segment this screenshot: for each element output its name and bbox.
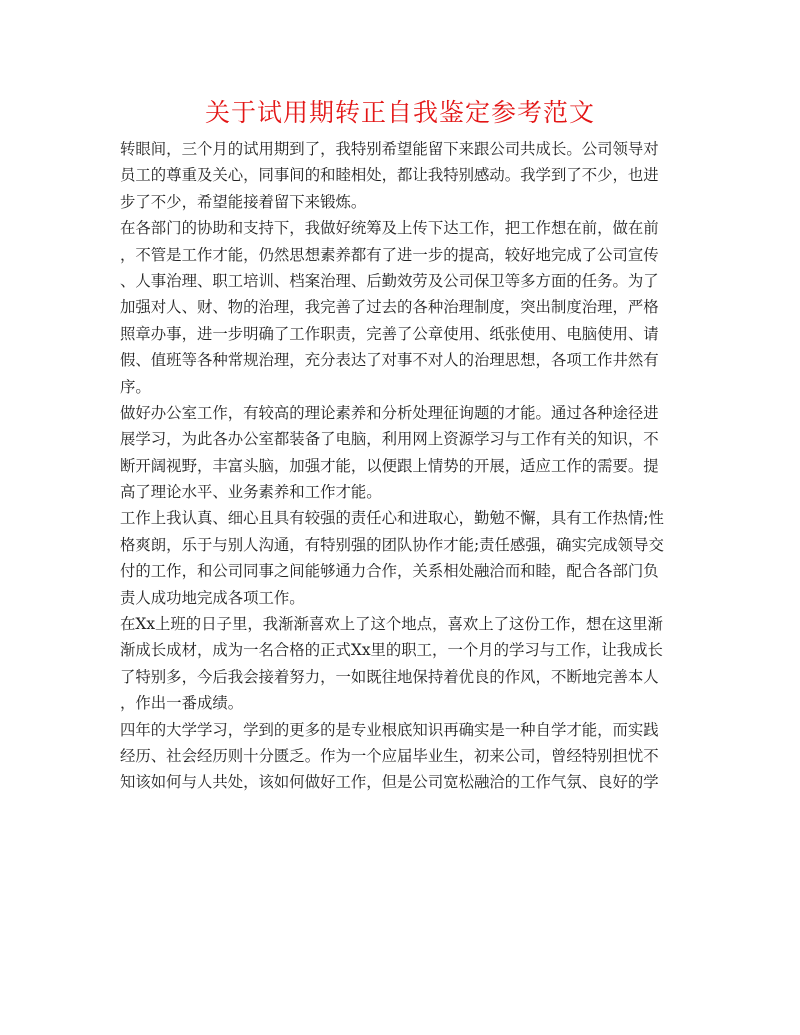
text-line: 展学习，为此各办公室都装备了电脑，利用网上资源学习与工作有关的知识，不 [120, 430, 659, 449]
text-line: 工作上我认真、细心且具有较强的责任心和进取心，勤勉不懈，具有工作热情;性 [120, 509, 664, 528]
text-line: 序。 [120, 377, 151, 396]
text-line: 了特别多，今后我会接着努力，一如既往地保持着优良的作风，不断地完善本人 [120, 667, 659, 686]
text-line: 在各部门的协助和支持下，我做好统筹及上传下达工作，把工作想在前，做在前 [120, 219, 659, 238]
text-line: 照章办事，进一步明确了工作职责，完善了公章使用、纸张使用、电脑使用、请 [120, 324, 659, 343]
text-line: 格爽朗，乐于与别人沟通，有特别强的团队协作才能;责任感强，确实完成领导交 [120, 535, 664, 554]
text-line: 四年的大学学习，学到的更多的是专业根底知识再确实是一种自学才能，而实践 [120, 720, 659, 739]
text-line: 假、值班等各种常规治理，充分表达了对事不对人的治理思想，各项工作井然有 [120, 351, 659, 370]
text-line: ，作出一番成绩。 [120, 694, 244, 713]
text-line: 断开阔视野，丰富头脑，加强才能，以便跟上情势的开展，适应工作的需要。提 [120, 456, 659, 475]
text-line: 知该如何与人共处，该如何做好工作，但是公司宽松融洽的工作气氛、良好的学 [120, 773, 659, 792]
text-line: 经历、社会经历则十分匮乏。作为一个应届毕业生，初来公司，曾经特别担忧不 [120, 746, 659, 765]
text-line: ，不管是工作才能，仍然思想素养都有了进一步的提高，较好地完成了公司宣传 [120, 245, 659, 264]
text-line: 员工的尊重及关心，同事间的和睦相处，都让我特别感动。我学到了不少，也进 [120, 166, 659, 185]
document-title: 关于试用期转正自我鉴定参考范文 [204, 98, 595, 127]
text-line: 转眼间，三个月的试用期到了，我特别希望能留下来跟公司共成长。公司领导对 [120, 140, 659, 158]
text-line: 付的工作，和公司同事之间能够通力合作，关系相处融洽而和睦，配合各部门负 [120, 562, 659, 581]
text-line: 高了理论水平、业务素养和工作才能。 [120, 483, 382, 502]
text-line: 做好办公室工作，有较高的理论素养和分析处理征询题的才能。通过各种途径进 [120, 403, 659, 422]
text-line: 渐成长成材，成为一名合格的正式Xx里的职工，一个月的学习与工作，让我成长 [120, 641, 663, 660]
text-line: 在Xx上班的日子里，我渐渐喜欢上了这个地点，喜欢上了这份工作，想在这里渐 [120, 615, 663, 634]
document-body [120, 136, 690, 796]
text-line: 责人成功地完成各项工作。 [120, 588, 305, 607]
text-line: 步了不少，希望能接着留下来锻炼。 [120, 192, 367, 211]
text-line: 加强对人、财、物的治理，我完善了过去的各种治理制度，突出制度治理，严格 [120, 298, 659, 317]
text-line: 、人事治理、职工培训、档案治理、后勤效劳及公司保卫等多方面的任务。为了 [120, 271, 659, 290]
